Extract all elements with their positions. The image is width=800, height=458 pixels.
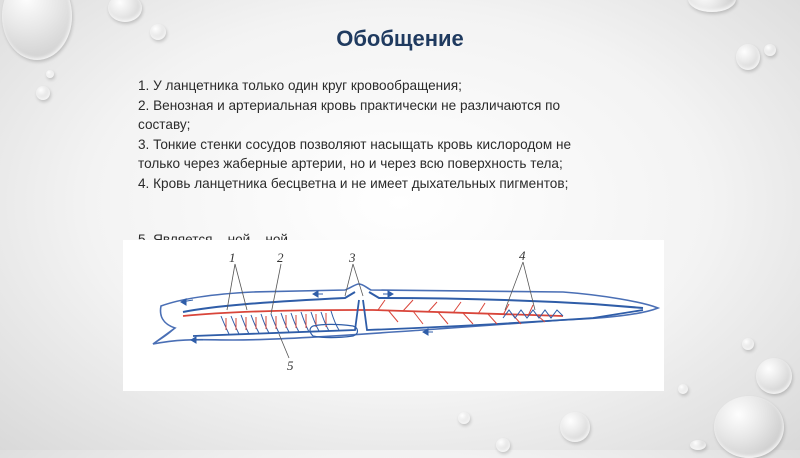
water-drop bbox=[742, 338, 754, 350]
summary-item: 2. Венозная и артериальная кровь практически не различаются по составу; bbox=[138, 97, 561, 133]
summary-item: 3. Тонкие стенки сосудов позволяют насыщать кровь кислородом не только через жаберные артерии, но и через всю поверхность тела; bbox=[138, 136, 572, 172]
summary-list bbox=[138, 76, 608, 194]
label-2: 2 bbox=[277, 250, 284, 265]
lancelet-diagram-svg bbox=[123, 240, 664, 391]
tail-vessels bbox=[503, 310, 563, 318]
dorsal-vessel bbox=[183, 292, 643, 312]
water-drop bbox=[756, 358, 792, 394]
water-drop bbox=[108, 0, 142, 22]
water-drop bbox=[46, 70, 54, 78]
water-drop bbox=[690, 440, 706, 450]
summary-item: 1. У ланцетника только один круг кровообращения; bbox=[138, 78, 462, 93]
water-drop bbox=[458, 412, 470, 424]
water-drop bbox=[560, 412, 590, 442]
summary-item: 4. Кровь ланцетника бесцветна и не имеет дыхательных пигментов; bbox=[138, 175, 569, 191]
label-1: 1 bbox=[229, 250, 236, 265]
water-drop bbox=[688, 0, 736, 12]
label-5: 5 bbox=[287, 358, 294, 373]
slide-title: Обобщение bbox=[336, 26, 464, 51]
label-3: 3 bbox=[349, 250, 356, 265]
water-drop bbox=[714, 396, 784, 458]
label-4: 4 bbox=[519, 248, 526, 263]
lancelet-circulation-diagram bbox=[123, 240, 664, 391]
water-drop bbox=[678, 384, 688, 394]
water-drop bbox=[36, 86, 50, 100]
dorsal-aorta bbox=[183, 310, 563, 316]
